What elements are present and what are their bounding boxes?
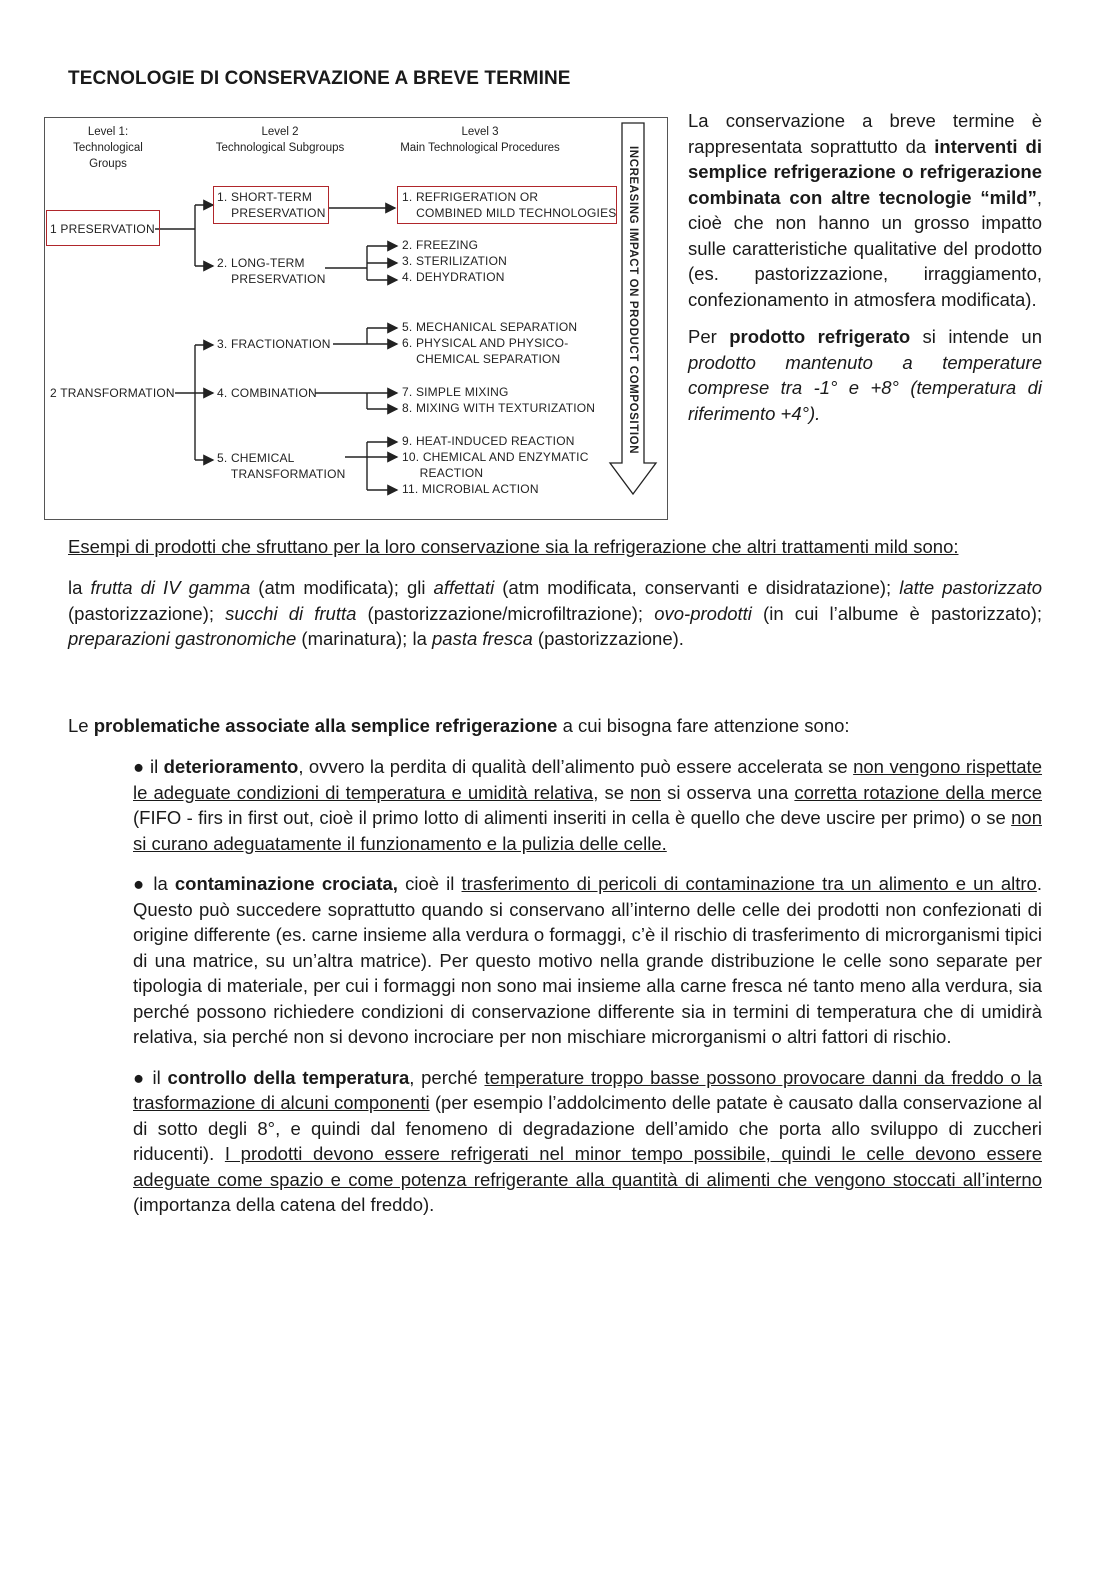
group-transformation: 2 TRANSFORMATION — [50, 386, 175, 400]
bullet-cross-contamination: ● la contaminazione crociata, cioè il trasferimento di pericoli di contaminazione tra un alimento e un altro. Questo può succedere soprattutto quando si conservano all’interno delle celle dei prodotti non confezionati di origine differente (es. carne insieme alla verdura o formaggi, c’è il rischio di trasferimento di microrganismi tipici di una matrice, su un’altra matrice). Per questo motivo nella grande distribuzione le celle sono separate per tipologia di materiale, per cui i formaggi non sono mai insieme alla carne fresca né tanto meno alla verdura, sia perché possono richiedere condizioni di conservazione differente sia in termini di temperatura che di umidirà relativa, sia perché non si devono incrociare per non mischiare microrganismi o altri fattori di rischio. — [133, 873, 1042, 1047]
procedure-1: 1. REFRIGERATION OR COMBINED MILD TECHNOLOGIES — [402, 190, 617, 220]
procedures-5-6: 5. MECHANICAL SEPARATION 6. PHYSICAL AND PHYSICO- CHEMICAL SEPARATION — [402, 320, 578, 366]
examples-heading: Esempi di prodotti che sfruttano per la loro conservazione sia la refrigerazione che altri trattamenti mild sono: — [68, 536, 959, 557]
subgroup-short-term: 1. SHORT-TERM PRESERVATION — [217, 190, 326, 220]
group-preservation: 1 PRESERVATION — [50, 222, 155, 236]
technology-levels-diagram — [44, 117, 668, 520]
procedures-9-11: 9. HEAT-INDUCED REACTION 10. CHEMICAL AND ENZYMATIC REACTION 11. MICROBIAL ACTION — [402, 434, 589, 496]
bullet-temperature-control: ● il controllo della temperatura, perché temperature troppo basse possono provocare danni da freddo o la trasformazione di alcuni componenti (per esempio l’addolcimento delle patate è causato dalla conservazione al di sotto degli 8°, e quindi dal fenomeno di degradazione dell’amido che porta allo sviluppo di zuccheri riducenti). I prodotti devono essere refrigerati nel minor tempo possibile, quindi le celle devono essere adeguate come spazio e come potenza refrigerante alla quantità di alimenti che vengono stoccati all’interno (importanza della catena del freddo). — [133, 1066, 1042, 1215]
level1-title: Level 1: — [87, 126, 129, 138]
impact-arrow-label: INCREASING IMPACT ON PRODUCT COMPOSITION — [627, 146, 639, 455]
problems-intro: Le problematiche associate alla semplice refrigerazione a cui bisogna fare attenzione sono: — [68, 715, 850, 736]
level2-subtitle: Technological Subgroups — [215, 142, 345, 154]
problems-list — [133, 754, 1042, 1233]
procedures-7-8: 7. SIMPLE MIXING 8. MIXING WITH TEXTURIZATION — [402, 385, 596, 415]
examples-paragraph: la frutta di IV gamma (atm modificata); gli affettati (atm modificata, conservanti e disidratazione); latte pastorizzato (pastorizzazione); succhi di frutta (pastorizzazione/microfiltrazione); ovo-prodotti (in cui l’albume è pastorizzato); preparazioni gastronomiche (marinatura); la pasta fresca (pastorizzazione). — [68, 577, 1043, 649]
subgroup-long-term: 2. LONG-TERM PRESERVATION — [217, 256, 326, 286]
intro-paragraph: La conservazione a breve termine è rappresentata soprattutto da interventi di semplice refrigerazione o refrigerazione combinata con altre tecnologie “mild”, cioè che non hanno un grosso impatto sulle caratteristiche qualitative del prodotto (es. pastorizzazione, irraggiamento, confezionamento in atmosfera modificata). — [688, 110, 1042, 310]
level2-title: Level 2 — [261, 126, 299, 138]
refrigerated-definition: Per prodotto refrigerato si intende un prodotto mantenuto a temperature comprese tra -1° e +8° (temperatura di riferimento +4°). — [688, 326, 1042, 424]
subgroup-combination: 4. COMBINATION — [217, 386, 317, 400]
level3-subtitle: Main Technological Procedures — [400, 142, 560, 154]
procedures-2-4: 2. FREEZING 3. STERILIZATION 4. DEHYDRATION — [402, 238, 507, 284]
subgroup-chemical: 5. CHEMICAL TRANSFORMATION — [217, 451, 346, 481]
intro-side-text — [688, 108, 1042, 438]
page-title: TECNOLOGIE DI CONSERVAZIONE A BREVE TERMINE — [68, 68, 571, 89]
level3-title: Level 3 — [461, 126, 499, 138]
bullet-deterioration: ● il deterioramento, ovvero la perdita di qualità dell’alimento può essere accelerata se non vengono rispettate le adeguate condizioni di temperatura e umidità relativa, se non si osserva una corretta rotazione della merce (FIFO - firs in first out, cioè il primo lotto di alimenti inseriti in cella è quello che deve uscire per primo) o se non si curano adeguatamente il funzionamento e la pulizia delle celle. — [133, 756, 1042, 854]
subgroup-fractionation: 3. FRACTIONATION — [217, 337, 331, 351]
level1-subtitle: Technological Groups — [73, 142, 143, 170]
